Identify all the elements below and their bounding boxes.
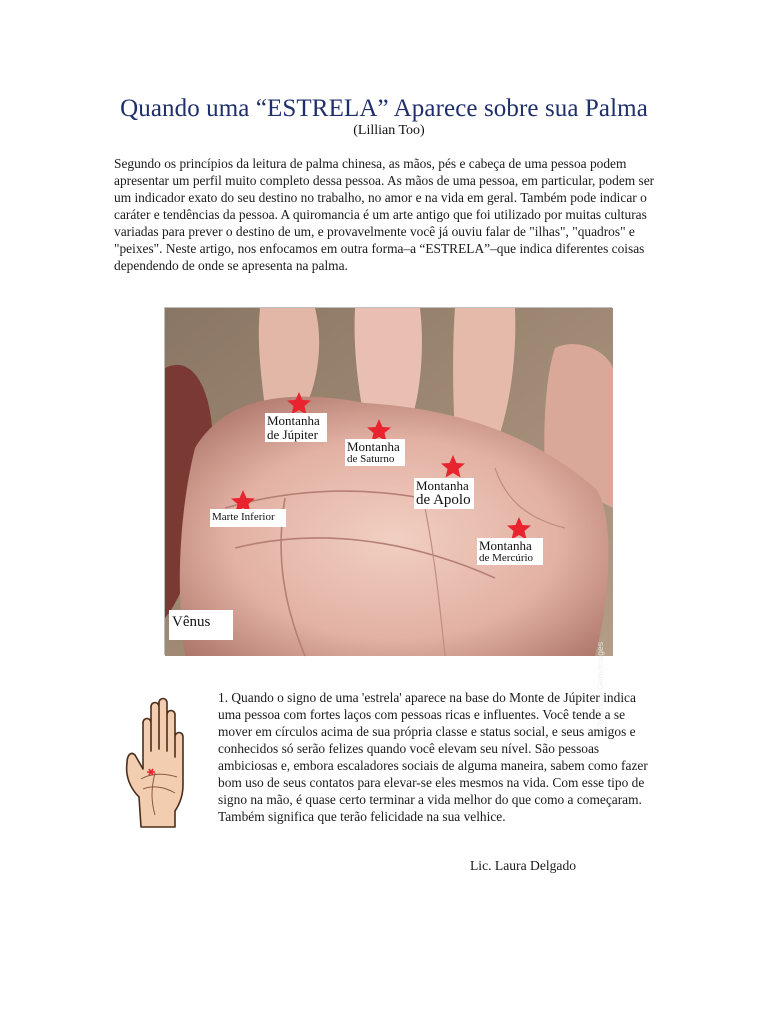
label-jupiter-line2: de Júpiter: [267, 426, 318, 442]
jupiter-paragraph: 1. Quando o signo de uma 'estrela' aparece na base do Monte de Júpiter indica uma pessoa com fortes laços com pessoas ricas e influentes. Você tende a se mover em círculos acima de sua própria classe e status social, e seus amigos e conhecidos só serão felizes quando você elevam seu nível. São pessoas ambiciosas e, embora escaladores sociais de alguma maneira, sabem como fazer bom uso de seus contatos para elevar-se eles mesmos na vida. Com esse tipo de signo na mão, é quase certo terminar a vida melhor do que como a começaram. Também significa que terão felicidade na sua velhice.: [218, 690, 648, 824]
signature: Lic. Laura Delgado: [470, 858, 577, 873]
label-mercurio: [477, 538, 543, 565]
author-credit: (Lillian Too): [353, 123, 425, 138]
label-marte: Marte Inferior: [210, 509, 286, 527]
label-saturno-line1: Montanha: [347, 439, 400, 454]
label-apolo-line1: Montanha: [416, 478, 469, 493]
palm-figure: [164, 307, 612, 730]
document-title: Quando uma “ESTRELA” Aparece sobre sua Palma: [120, 95, 648, 122]
photo-credit: Photos by Gettyimages: [595, 642, 605, 730]
label-venus: Vênus: [169, 610, 233, 640]
label-saturno-line2: de Saturno: [347, 452, 395, 465]
label-jupiter-line1: Montanha: [267, 413, 320, 428]
label-jupiter: [265, 413, 327, 442]
hand-icon: [121, 693, 197, 831]
label-apolo: [414, 478, 474, 509]
label-apolo-line2: de Apolo: [416, 491, 471, 508]
palm-photo: [165, 308, 613, 656]
label-saturno: [345, 439, 405, 466]
intro-paragraph: Segundo os princípios da leitura de palma chinesa, as mãos, pés e cabeça de uma pessoa podem apresentar um perfil muito completo dessa pessoa. As mãos de uma pessoa, em particular, podem ser um indicador exato do seu destino no trabalho, no amor e na vida em geral. Também pode indicar o caráter e tendências da pessoa. A quiromancia é um arte antigo que foi utilizado por muitas culturas variadas para prever o destino de um, e provavelmente você já ouviu falar de "ilhas", "quadros" e "peixes". Neste artigo, nos enfocamos em outra forma–a “ESTRELA”–que indica diferentes coisas dependendo de onde se apresenta na palma.: [114, 156, 655, 273]
label-mercurio-line2: de Mercúrio: [479, 551, 534, 564]
label-mercurio-line1: Montanha: [479, 538, 532, 553]
